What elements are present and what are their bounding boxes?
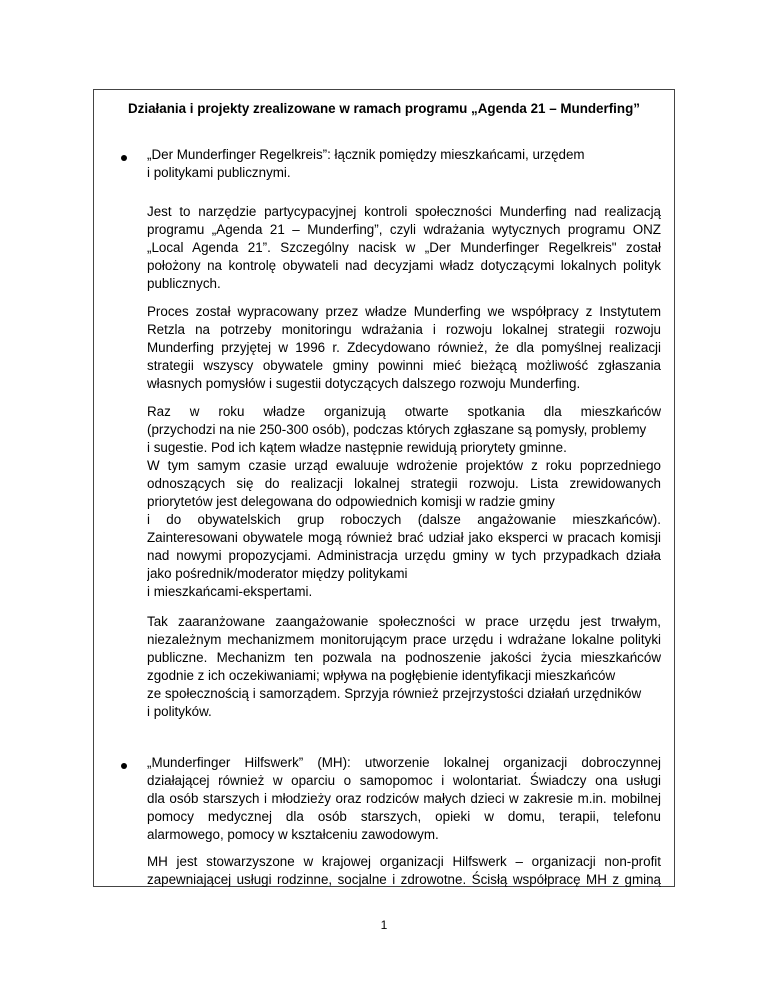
bullet1-paragraph-3	[147, 403, 661, 601]
bullet2-paragraph-2	[147, 853, 661, 889]
text-line: własnych pomysłów i sugestii dotyczących dalszego rozwoju Munderfing.	[147, 376, 581, 391]
text-line: ze społecznością i samorządem. Sprzyja również przejrzystości działań urzędników	[147, 686, 642, 701]
text-line: publicznych.	[147, 276, 221, 291]
text-line: niezależnym mechanizmem monitorującym prace urzędu i wdrażane lokalne polityki	[147, 632, 661, 647]
text-line: jako pośrednik/moderator między politykami	[147, 566, 408, 581]
text-line: zapewniającej usługi rodzinne, socjalne i zdrowotne. Ścisłą współpracę MH z gminą	[147, 872, 661, 887]
text-line: i polityków.	[147, 704, 212, 719]
page-number: 1	[380, 918, 388, 932]
text-line: Retzla na potrzeby monitoringu wdrażania i rozwoju lokalnej strategii rozwoju	[147, 322, 661, 337]
text-line: i mieszkańcami-ekspertami.	[147, 584, 313, 599]
text-line: zgodnie z ich oczekiwaniami; wpływa na pogłębienie identyfikacji mieszkańców	[147, 668, 616, 683]
document-title: Działania i projekty zrealizowane w ramach programu „Agenda 21 – Munderfing”	[128, 101, 640, 116]
text-line: Munderfing przyjętej w 1996 r. Zdecydowano również, że dla pomyślnej realizacji	[147, 340, 661, 355]
text-line: W tym samym czasie urząd ewaluuje wdrożenie projektów z roku poprzedniego	[147, 458, 661, 473]
text-line: priorytetów jest delegowana do odpowiednich komisji w radzie gminy	[147, 494, 555, 509]
text-line: odnoszących się do realizacji lokalnej strategii rozwoju. Lista zrewidowanych	[147, 476, 661, 491]
bullet-marker-2	[121, 763, 127, 769]
text-line: „Munderfinger Hilfswerk” (MH): utworzenie lokalnej organizacji dobroczynnej	[147, 755, 661, 770]
text-line: „Der Munderfinger Regelkreis”: łącznik pomiędzy mieszkańcami, urzędem	[147, 147, 585, 162]
bullet1-paragraph-4	[147, 613, 661, 721]
text-line: działającej również w oparciu o samopomoc i wolontariat. Świadczy ona usługi	[147, 773, 661, 788]
text-line: Jest to narzędzie partycypacyjnej kontroli społeczności Munderfing nad realizacją	[147, 204, 661, 219]
text-line: Tak zaaranżowane zaangażowanie społeczności w prace urzędu jest trwałym,	[147, 614, 661, 629]
text-line: (przychodzi na nie 250-300 osób), podczas których zgłaszane są pomysły, problemy	[147, 422, 647, 437]
bullet1-heading	[147, 146, 661, 182]
bullet2-paragraph-1	[147, 754, 661, 844]
text-line: i politykami publicznymi.	[147, 165, 291, 180]
bullet1-paragraph-1	[147, 203, 661, 293]
text-line: alarmowego, pomocy w kształceniu zawodowym.	[147, 827, 439, 842]
text-line: MH jest stowarzyszone w krajowej organizacji Hilfswerk – organizacji non-profit	[147, 854, 661, 869]
text-line: strategii wszyscy obywatele gminy powinni mieć bieżącą możliwość zgłaszania	[147, 358, 661, 373]
text-line: pomocy medycznej dla osób starszych, opieki w domu, terapii, telefonu	[147, 809, 661, 824]
text-line: publiczne. Mechanizm ten pozwala na podnoszenie jakości życia mieszkańców	[147, 650, 661, 665]
text-line: „Local Agenda 21”. Szczególny nacisk w „Der Munderfinger Regelkreis" został	[147, 240, 661, 255]
text-line: Raz w roku władze organizują otwarte spotkania dla mieszkańców	[147, 404, 661, 419]
text-line: i sugestie. Pod ich kątem władze następnie rewidują priorytety gminne.	[147, 440, 567, 455]
text-line: Proces został wypracowany przez władze Munderfing we współpracy z Instytutem	[147, 304, 661, 319]
text-line: Zainteresowani obywatele mogą również brać udział jako eksperci w pracach komisji	[147, 530, 661, 545]
text-line: nad nowymi propozycjami. Administracja urzędu gminy w tych przypadkach działa	[147, 548, 661, 563]
text-line: położony na kontrolę obywateli nad decyzjami władz dotyczącymi lokalnych polityk	[147, 258, 661, 273]
text-line: i do obywatelskich grup roboczych (dalsze angażowanie mieszkańców).	[147, 512, 661, 527]
bullet1-paragraph-2	[147, 303, 661, 393]
bullet-marker-1	[121, 155, 127, 161]
text-line: programu „Agenda 21 – Munderfing”, czyli wdrażania wytycznych programu ONZ	[147, 222, 661, 237]
text-line: dla osób starszych i młodzieży oraz rodziców małych dzieci w zakresie m.in. mobilnej	[147, 791, 661, 806]
